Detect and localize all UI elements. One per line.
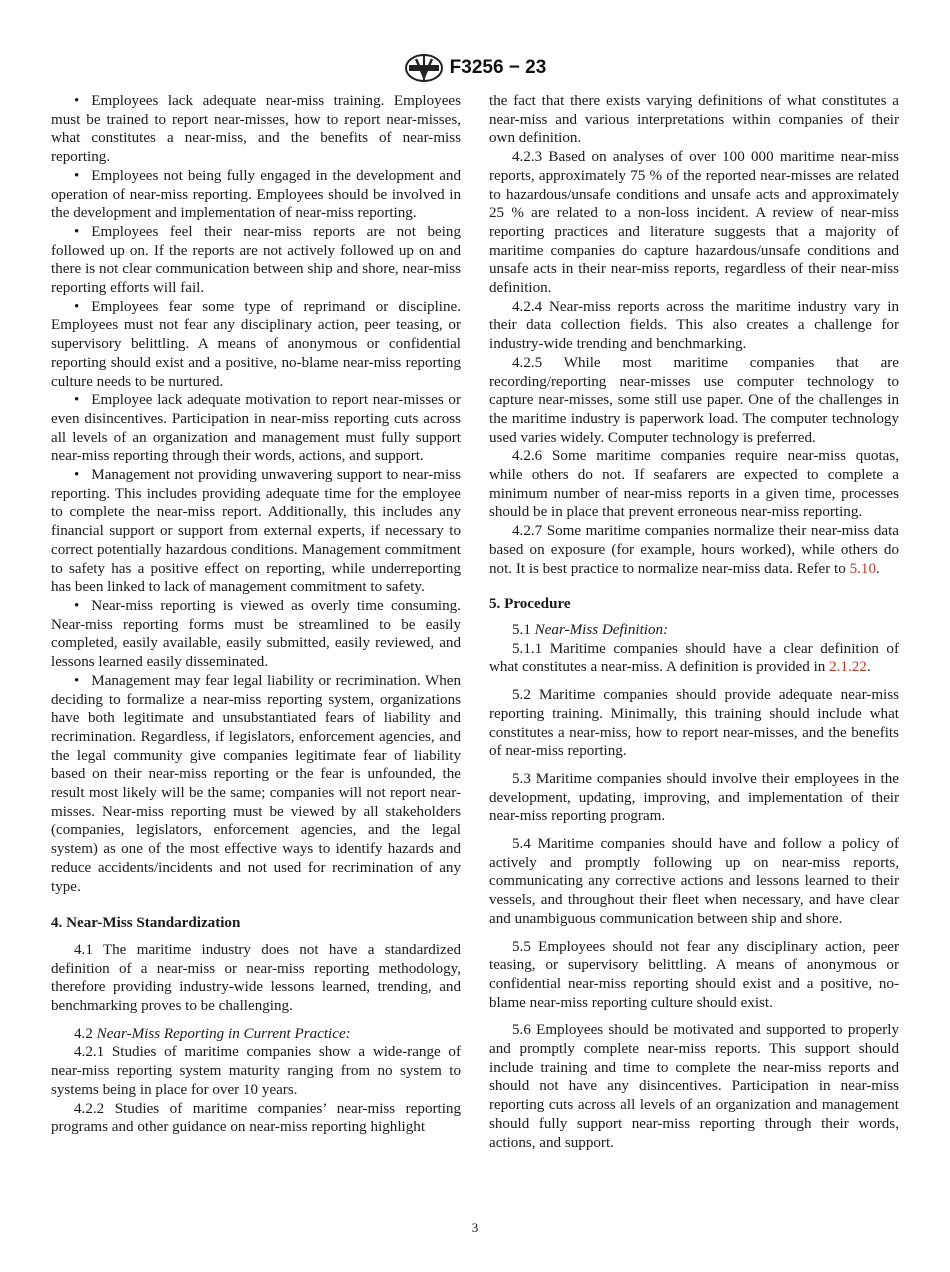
bullet-engagement: • Employees not being fully engaged in the development and operation of near-miss reporting. Employees should be involved in the development and implementation of near-miss reporting.	[51, 167, 461, 223]
paragraph-5-4: 5.4 Maritime companies should have and follow a policy of actively and promptly following up on near-miss reports, communicating any corrective actions and lessons learned to their vessels, and throughout their fleet when necessary, and have clear and unambiguous communication between ship and shore.	[489, 836, 899, 927]
paragraph-4-2	[51, 1025, 461, 1044]
paragraph-4-2-1: 4.2.1 Studies of maritime companies show a wide-range of near-miss reporting system maturity ranging from no system to systems being in place for over 10 years.	[51, 1044, 461, 1098]
paragraph-5-2: 5.2 Maritime companies should provide adequate near-miss reporting training. Minimally, this training should include what constitutes a near-miss, how to report near-misses, and the benefits of near-miss reporting.	[489, 687, 899, 760]
bullet-legal-liability: • Management may fear legal liability or recrimination. When deciding to formalize a near-miss reporting system, organizations have both legitimate and unsubstantiated fears of liability and recrimination. Regardless, if legislators, enforcement agencies, and the legal community give companies legitimate fear of liability based on their near-miss reporting or the fear is unfounded, the result most likely will be the same; companies will not report near-misses. Near-miss reporting must be viewed by all stakeholders (companies, legislators, enforcement agencies, and the legal system) as one of the most effective ways to identify hazards and reduce accidents/incidents and not used for recrimination of any type.	[51, 672, 461, 896]
page-header	[0, 52, 950, 84]
paragraph-5-1	[489, 621, 899, 640]
reference-link-2-1-22[interactable]: 2.1.22	[829, 659, 867, 676]
page-number: 3	[471, 1220, 479, 1235]
bullet-management-support: • Management not providing unwavering support to near-miss reporting. This includes providing adequate time for the employee to complete the near-miss report. Additionally, this includes any financial support or support from external experts, if necessary to correct potentially hazardous conditions. Management commitment to safety has a positive effect on reporting, while underreporting has been linked to lack of management commitment to safety.	[51, 466, 461, 597]
paragraph-5-1-title: Near-Miss Definition:	[534, 621, 669, 638]
astm-logo-icon	[404, 53, 444, 83]
paragraph-4-2-6: 4.2.6 Some maritime companies require near-miss quotas, while others do not. If seafarers are expected to complete a minimum number of near-miss reports in a given time, processes should be in place that prevent erroneous near-miss reporting.	[489, 448, 899, 521]
paragraph-4-2-3: 4.2.3 Based on analyses of over 100 000 maritime near-miss reports, approximately 75 % of the reported near-misses are related to hazardous/unsafe conditions and unsafe acts and approximately 25 % are related to a non-loss incident. A review of near-miss reporting practices and literature suggests that a majority of maritime companies do capture hazardous/unsafe conditions and unsafe acts in their near-miss reports, regardless of their near-miss definition.	[489, 149, 899, 297]
paragraph-5-1-1: 5.1.1 Maritime companies should have a clear definition of what constitutes a near-miss. A definition is provided in 2.1.22.	[489, 640, 899, 676]
bullet-reprimand: • Employees fear some type of reprimand or discipline. Employees must not fear any disciplinary action, peer teasing, or supervisory belittling. A means of anonymous or confidential reporting should exist and a positive, no-blame near-miss reporting culture needs to be nurtured.	[51, 298, 461, 392]
paragraph-4-2-4: 4.2.4 Near-miss reports across the maritime industry vary in their data collection fields. This also creates a challenge for industry-wide trending and benchmarking.	[489, 298, 899, 353]
paragraph-4-2-5: 4.2.5 While most maritime companies that are recording/reporting near-misses use computer technology to capture near-misses, some still use paper. One of the challenges in the maritime industry is paperwork load. The computer technology used varies widely. Computer technology is preferred.	[489, 354, 899, 446]
bullet-training: • Employees lack adequate near-miss training. Employees must be trained to report near-misses, how to report near-misses, what constitutes a near-miss, and the benefits of near-miss reporting.	[51, 92, 461, 167]
paragraph-5-1-number: 5.1	[512, 621, 531, 638]
section-5-heading: 5. Procedure	[489, 596, 571, 613]
paragraph-4-2-7-text: 4.2.7 Some maritime companies normalize their near-miss data based on exposure (for example, hours worked), while others do not. It is best practice to normalize near-miss data. Refer to	[489, 523, 899, 577]
paragraph-4-2-2-continued: the fact that there exists varying definitions of what constitutes a near-miss and various interpretations within companies of their own definition.	[489, 93, 899, 147]
paragraph-5-3: 5.3 Maritime companies should involve their employees in the development, updating, improving, and implementation of their near-miss reporting program.	[489, 770, 899, 825]
paragraph-4-2-7: 4.2.7 Some maritime companies normalize their near-miss data based on exposure (for example, hours worked), while others do not. It is best practice to normalize near-miss data. Refer to 5.10.	[489, 523, 899, 577]
right-column	[489, 92, 899, 1152]
left-column	[51, 92, 461, 1137]
document-id: F3256 − 23	[449, 57, 547, 78]
paragraph-4-1: 4.1 The maritime industry does not have a standardized definition of a near-miss or near-miss reporting methodology, therefore providing industry-wide lessons learned, trending, and benchmarking proves to be challenging.	[51, 941, 461, 1015]
bullet-follow-up: • Employees feel their near-miss reports are not being followed up on. If the reports are not actively followed up on and there is not clear communication between ship and shore, near-miss reporting efforts will fail.	[51, 223, 461, 298]
reference-link-5-10[interactable]: 5.10	[849, 560, 876, 577]
paragraph-5-6: 5.6 Employees should be motivated and supported to properly and promptly complete near-miss reports. This support should include training and time to complete the near-miss reports and should not have any disincentives. Participation in near-miss reporting cuts across all levels of an organization and management should fully support near-miss reporting through their words, actions, and support.	[489, 1022, 899, 1151]
bullet-motivation: • Employee lack adequate motivation to report near-misses or even disincentives. Participation in near-miss reporting cuts across all levels of an organization and management must fully support near-miss reporting through their words, actions, and support.	[51, 391, 461, 466]
paragraph-5-1-1-text: 5.1.1 Maritime companies should have a clear definition of what constitutes a near-miss. A definition is provided in	[489, 640, 899, 676]
paragraph-4-2-number: 4.2	[74, 1025, 93, 1042]
paragraph-5-5: 5.5 Employees should not fear any disciplinary action, peer teasing, or supervisory belittling. A means of anonymous or confidential near-miss reporting should exist and a positive, no-blame near-miss reporting culture should exist.	[489, 938, 899, 1011]
paragraph-4-2-2: 4.2.2 Studies of maritime companies’ near-miss reporting programs and other guidance on near-miss reporting highlight	[51, 1100, 461, 1136]
bullet-time-consuming: • Near-miss reporting is viewed as overly time consuming. Near-miss reporting forms must be streamlined to be easily completed, easily available, easily submitted, easily reviewed, and lessons learned easily disseminated.	[51, 597, 461, 672]
paragraph-4-2-title: Near-Miss Reporting in Current Practice:	[96, 1025, 351, 1042]
section-4-heading: 4. Near-Miss Standardization	[51, 915, 241, 932]
